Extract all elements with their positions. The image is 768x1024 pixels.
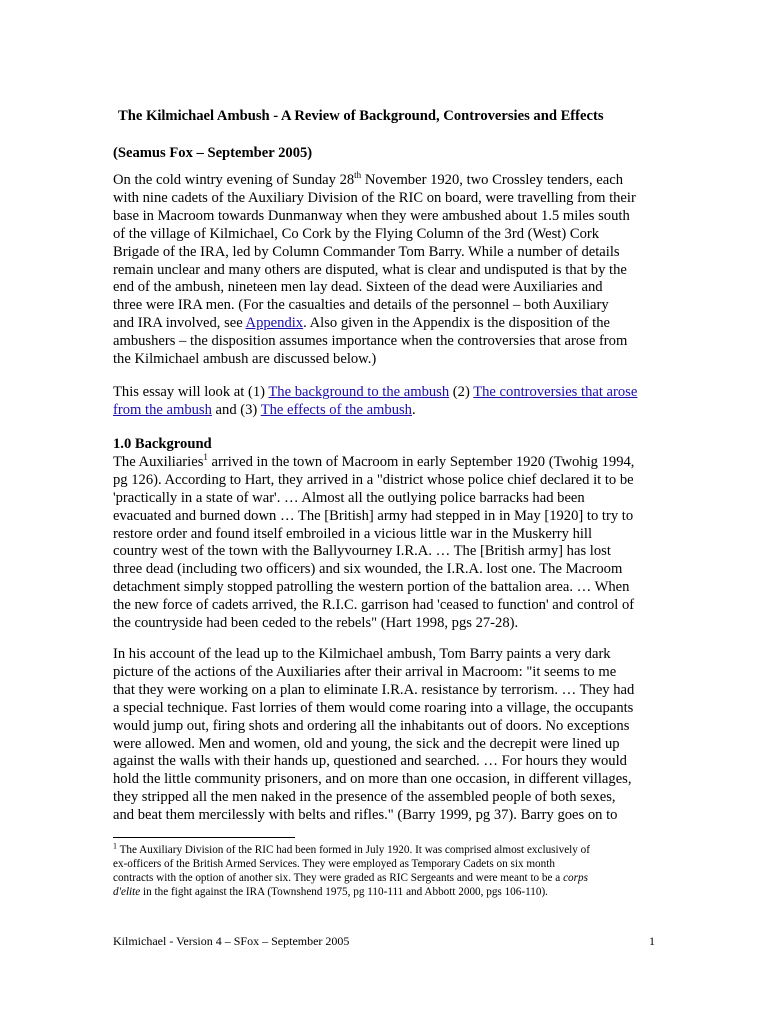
background-section: 1.0 Background The Auxiliaries$^1$ arrived in the town of Macroom in early September 1920 (Twohig 1994, pg 126). According to Hart, they arrived in a "district whose police chief declared it to be 'practically in a state of war'. … Almost all the outlying police barracks had been evacuated and burned down … The [British] army had stepped in in May [1920] to try to restore order and found itself embroiled in a vicious little war in the Muskerry hill country west of the town with the Ballyvourney I.R.A. … The [British army] has lost three dead (including two officers) and six wounded, the I.R.A. lost one. The Macroom detachment simply stopped patrolling the western portion of the battalion area. … When the new force of cadets arrived, the R.I.C. garrison had 'ceased to function' and control of the countryside had been ceded to the rebels" (Hart 1998, pgs 27-28). <box>113 436 635 632</box>
outline-paragraph: This essay will look at (1) The background to the ambush (2) The controversies that arose from the ambush and (3) The effects of the ambush. <box>113 384 638 418</box>
author-byline: (Seamus Fox – September 2005) <box>113 145 313 161</box>
barry-paragraph: In his account of the lead up to the Kilmichael ambush, Tom Barry paints a very dark picture of the actions of the Auxiliaries after their arrival in Macroom: "it seems to me that they were working on a plan to eliminate I.R.A. resistance by terrorism. … They had a special technique. Fast lorries of them would come roaring into a village, the occupants would jump out, firing shots and ordering all the inhabitants out of doors. No exceptions were allowed. Men and women, old and young, the sick and the decrepit were lined up against the walls with their hands up, questioned and searched. … For hours they would hold the little community prisoners, and on more than one occasion, in different villages, they stripped all the men naked in the presence of the assembled people of both sexes, and beat them mercilessly with belts and rifles." (Barry 1999, pg 37). Barry goes on to <box>113 646 635 824</box>
controversies-link-continued[interactable]: from the ambush <box>113 401 212 418</box>
controversies-link[interactable]: The controversies that arose <box>473 384 638 400</box>
background-link[interactable]: The background to the ambush <box>268 384 450 400</box>
footnote-marker: 1 <box>113 841 117 851</box>
superscript-th: th <box>354 170 362 181</box>
footnote-divider <box>113 837 295 838</box>
page-footer <box>113 934 655 949</box>
effects-link[interactable]: The effects of the ambush <box>260 401 412 418</box>
intro-paragraph: On the cold wintry evening of Sunday 28th November 1920, two Crossley tenders, each with nine cadets of the Auxiliary Division of the RIC on board, were travelling from their base in Macroom towards Dunmanway when they were ambushed about 1.5 miles south of the village of Kilmichael, Co Cork by the Flying Column of the 3rd (West) Cork Brigade of the IRA, led by Column Commander Tom Barry. While a number of details remain unclear and many others are disputed, what is clear and undisputed is that by the end of the ambush, nineteen men lay dead. Sixteen of the dead were Auxiliaries and three were IRA men. (For the casualties and details of the personnel – both Auxiliary and IRA involved, see Appendix. Also given in the Appendix is the disposition of the ambushers – the disposition assumes importance when the controversies that arose from the Kilmichael ambush are discussed below.) <box>113 170 636 368</box>
section-heading: 1.0 Background <box>113 436 212 452</box>
appendix-link[interactable]: Appendix <box>245 315 304 332</box>
page-number: 1 <box>649 934 655 948</box>
footnote-reference[interactable]: 1 <box>203 452 208 463</box>
footer-text: Kilmichael - Version 4 – SFox – September 2005 <box>113 934 350 948</box>
document-title: The Kilmichael Ambush - A Review of Background, Controversies and Effects <box>118 108 604 124</box>
footnote: $^1$ The Auxiliary Division of the RIC had been formed in July 1920. It was comprised almost exclusively of ex-officers of the British Armed Services. They were employed as Temporary Cadets on six month contracts with the option of another six. They were graded as RIC Sergeants and were meant to be a corps d'elite in the fight against the IRA (Townshend 1975, pg 110-111 and Abbott 2000, pgs 106-110). <box>113 841 591 898</box>
